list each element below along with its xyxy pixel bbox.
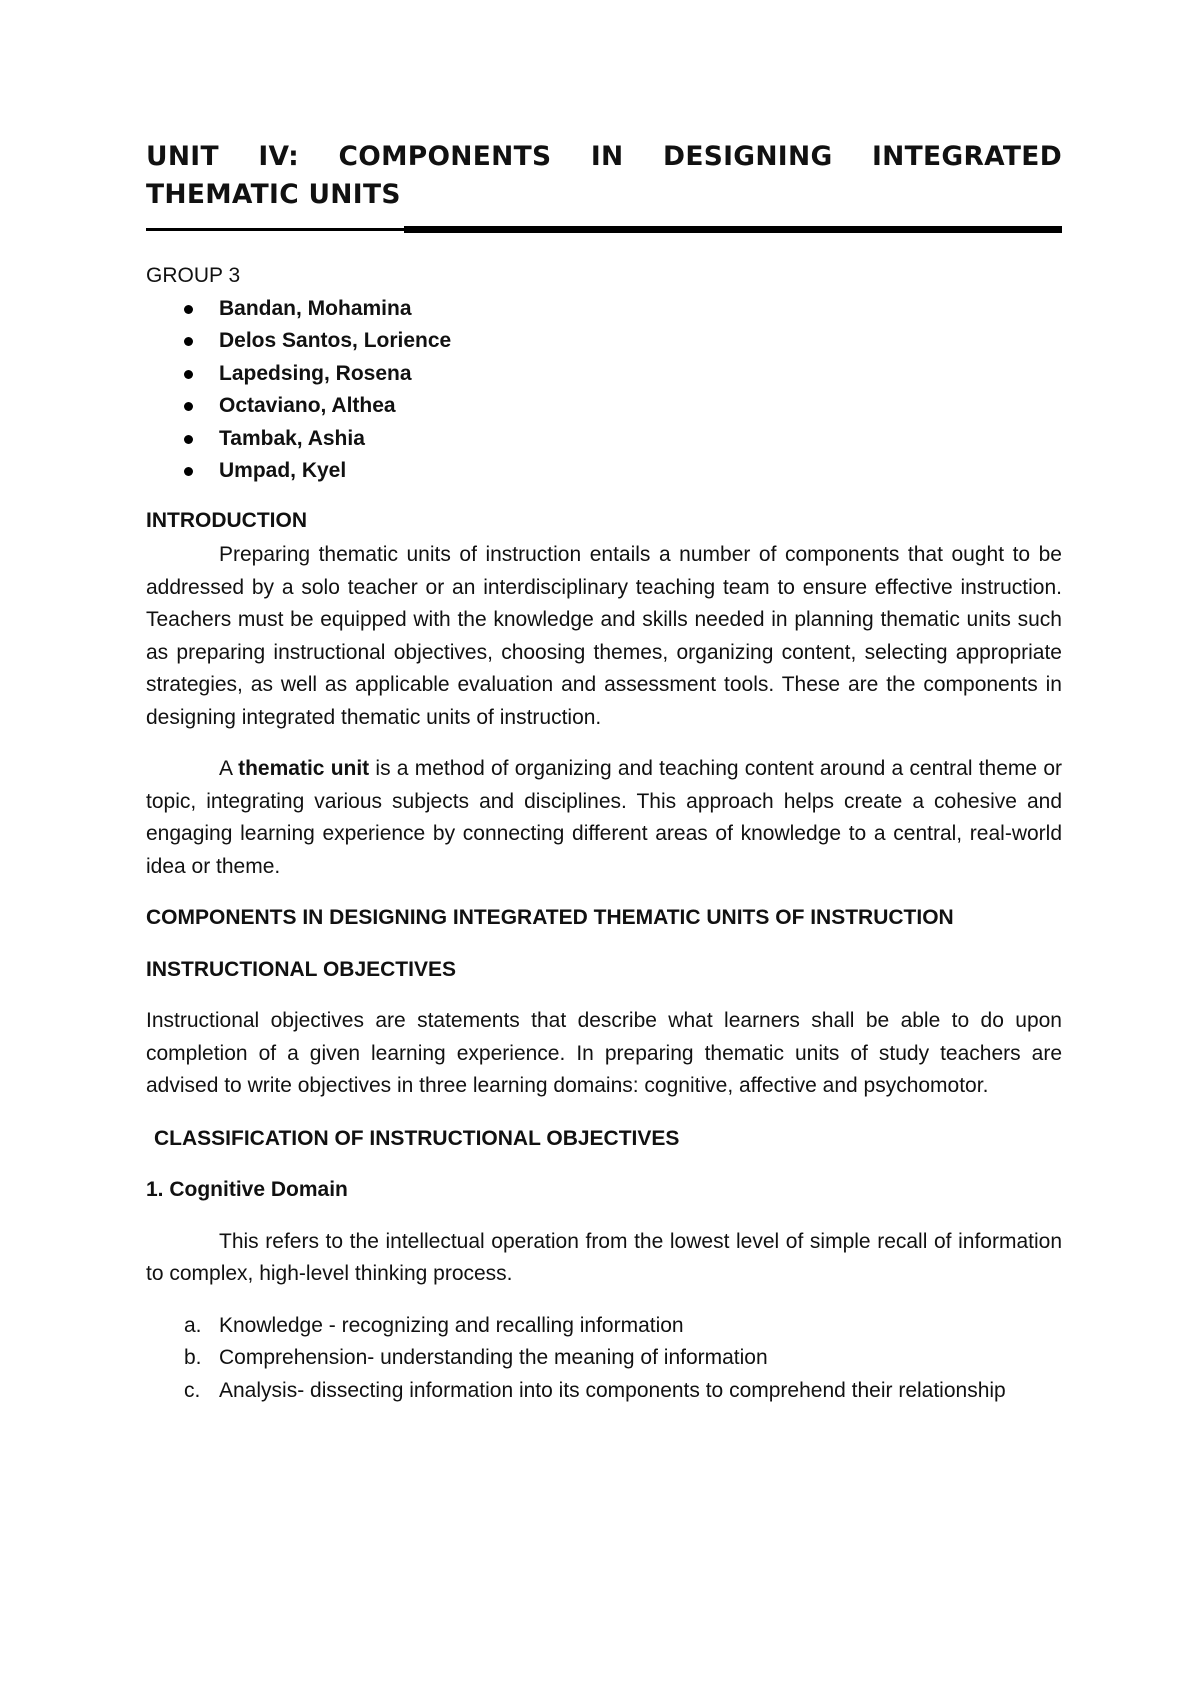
bullet-icon [184, 402, 193, 411]
group-member [146, 423, 1062, 456]
list-item [146, 1342, 1062, 1375]
document-page [146, 138, 1062, 1407]
group-label: GROUP 3 [146, 264, 241, 287]
cognitive-heading: 1. Cognitive Domain [146, 1178, 348, 1201]
bullet-icon [184, 370, 193, 379]
components-heading: COMPONENTS IN DESIGNING INTEGRATED THEMATIC UNITS OF INSTRUCTION [146, 906, 954, 929]
group-member-name: Tambak, Ashia [219, 426, 365, 450]
bullet-icon [184, 337, 193, 346]
thematic-unit-post: is a method of organizing and teaching content around a central theme or topic, integrating various subjects and disciplines. This approach helps create a cohesive and engaging learning experience by connecting different areas of knowledge to a central, real-world idea or theme. [146, 757, 1062, 878]
document-title: UNIT IV: COMPONENTS IN DESIGNING INTEGRATED THEMATIC UNITS [146, 141, 1062, 210]
group-member [146, 390, 1062, 423]
list-marker: a. [184, 1313, 202, 1337]
thematic-unit-paragraph [146, 753, 1062, 883]
group-member [146, 455, 1062, 488]
group-member-list [146, 293, 1062, 488]
group-member [146, 358, 1062, 391]
list-item-text: Analysis- dissecting information into its components to comprehend their relationship [219, 1378, 1006, 1402]
list-item [146, 1375, 1062, 1408]
thematic-unit-pre: A [219, 757, 239, 780]
cognitive-level-list [146, 1310, 1062, 1408]
list-item [146, 1310, 1062, 1343]
cognitive-paragraph: This refers to the intellectual operation from the lowest level of simple recall of information to complex, high-level thinking process. [146, 1229, 1062, 1285]
group-member [146, 325, 1062, 358]
bullet-icon [184, 467, 193, 476]
group-member [146, 293, 1062, 326]
list-marker: b. [184, 1346, 202, 1369]
classification-heading: CLASSIFICATION OF INSTRUCTIONAL OBJECTIVES [154, 1126, 680, 1150]
group-member-name: Lapedsing, Rosena [219, 361, 412, 385]
objectives-paragraph: Instructional objectives are statements that describe what learners shall be able to do upon completion of a given learning experience. In preparing thematic units of study teachers are advised to write objectives in three learning domains: cognitive, affective and psychomotor. [146, 1009, 1062, 1097]
title-underline [146, 226, 1062, 234]
thematic-unit-term: thematic unit [238, 757, 370, 780]
group-member-name: Bandan, Mohamina [219, 296, 412, 320]
group-member-name: Delos Santos, Lorience [219, 329, 452, 352]
list-item-text: Comprehension- understanding the meaning of information [219, 1346, 768, 1369]
group-member-name: Octaviano, Althea [219, 394, 396, 417]
introduction-heading: INTRODUCTION [146, 508, 307, 532]
title-underline-thick [404, 226, 1062, 233]
list-marker: c. [184, 1378, 201, 1402]
bullet-icon [184, 435, 193, 444]
list-item-text: Knowledge - recognizing and recalling information [219, 1313, 684, 1337]
objectives-heading: INSTRUCTIONAL OBJECTIVES [146, 957, 456, 981]
group-member-name: Umpad, Kyel [219, 459, 347, 482]
bullet-icon [184, 305, 193, 314]
introduction-paragraph: Preparing thematic units of instruction entails a number of components that ought to be addressed by a solo teacher or an interdisciplinary teaching team to ensure effective instruction. Teachers must be equipped with the knowledge and skills needed in planning thematic units such as preparing instructional objectives, choosing themes, organizing content, selecting appropriate strategies, as well as applicable evaluation and assessment tools. These are the components in designing integrated thematic units of instruction. [146, 543, 1062, 729]
